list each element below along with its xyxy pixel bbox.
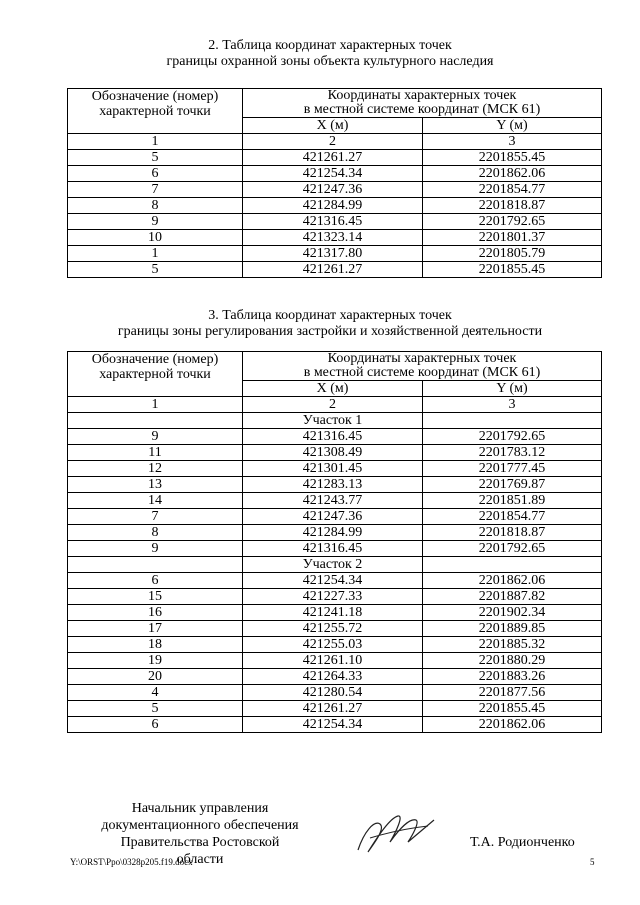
cell-x: 421227.33 [243,589,423,605]
cell-point: 20 [68,669,243,685]
x-header-cell: X (м) [243,118,423,134]
x-header-cell: X (м) [243,381,423,397]
table-row [68,262,602,278]
cell-point: 8 [68,198,243,214]
table-row [68,445,602,461]
cell-y: 2201855.45 [423,150,602,166]
table-row [68,429,602,445]
file-path: Y:\ORST\Ppo\0328p205.f19.docx [70,857,193,867]
cell-point: 16 [68,605,243,621]
table-row [68,669,602,685]
coords-header-cell [243,352,602,381]
cell-point: 6 [68,717,243,733]
cell-y: 2201885.32 [423,637,602,653]
point-header-line2: характерной точки [99,104,211,119]
table-row [68,461,602,477]
table2-title-line1: 2. Таблица координат характерных точек [208,38,452,53]
cell-point: 5 [68,701,243,717]
footer-line3: Правительства Ростовской области [120,835,280,867]
section-blank-cell [423,557,602,573]
cell-point: 9 [68,429,243,445]
cell-x: 421264.33 [243,669,423,685]
cell-y: 2201801.37 [423,230,602,246]
footer-line1: Начальник управления [131,801,269,816]
point-header-line1: Обозначение (номер) [91,89,219,104]
cell-point: 4 [68,685,243,701]
table-row [68,246,602,262]
table-row [68,214,602,230]
coords-header-line2: в местной системе координат (МСК 61) [303,102,541,117]
cell-point: 5 [68,150,243,166]
cell-x: 421255.03 [243,637,423,653]
table-row [68,637,602,653]
section-blank-cell [68,413,243,429]
cell-point: 9 [68,214,243,230]
cell-point: 11 [68,445,243,461]
cell-y: 2201777.45 [423,461,602,477]
table-row [68,493,602,509]
cell-point: 15 [68,589,243,605]
table-row [68,198,602,214]
cell-x: 421283.13 [243,477,423,493]
point-header-cell [68,352,243,397]
cell-x: 421316.45 [243,541,423,557]
table-row [68,589,602,605]
cell-point: 6 [68,166,243,182]
cell-y: 2201855.45 [423,701,602,717]
table-row [68,541,602,557]
footer-line2: документационного обеспечения [101,818,299,833]
cell-y: 2201783.12 [423,445,602,461]
cell-y: 2201851.89 [423,493,602,509]
cell-point: 1 [68,246,243,262]
table-row [68,573,602,589]
coords-header-line2: в местной системе координат (МСК 61) [303,365,541,380]
cell-y: 2201862.06 [423,573,602,589]
col-number-2: 2 [243,397,423,413]
table-row [68,525,602,541]
cell-x: 421261.27 [243,150,423,166]
table3-title-line1: 3. Таблица координат характерных точек [208,308,452,323]
coords-header-line1: Координаты характерных точек [327,88,517,103]
page-number: 5 [590,857,595,867]
cell-x: 421308.49 [243,445,423,461]
cell-y: 2201880.29 [423,653,602,669]
cell-point: 17 [68,621,243,637]
section-blank-cell [423,413,602,429]
cell-x: 421247.36 [243,182,423,198]
section-blank-cell [68,557,243,573]
section-row [68,413,602,429]
cell-point: 13 [68,477,243,493]
signer-name: Т.А. Родионченко [470,835,575,850]
col-number-1: 1 [68,134,243,150]
col-number-2: 2 [243,134,423,150]
cell-x: 421254.34 [243,573,423,589]
table3-title-line2: границы зоны регулирования застройки и хозяйственной деятельности [117,324,543,339]
table-row [68,509,602,525]
table-row [68,477,602,493]
table-row [68,685,602,701]
coords-header-line1: Координаты характерных точек [327,351,517,366]
table-row [68,150,602,166]
col-number-1: 1 [68,397,243,413]
cell-y: 2201818.87 [423,525,602,541]
cell-x: 421323.14 [243,230,423,246]
cell-x: 421301.45 [243,461,423,477]
cell-y: 2201855.45 [423,262,602,278]
table3 [67,351,602,733]
cell-x: 421284.99 [243,198,423,214]
cell-x: 421243.77 [243,493,423,509]
cell-x: 421280.54 [243,685,423,701]
point-header-line1: Обозначение (номер) [91,352,219,367]
cell-x: 421261.27 [243,262,423,278]
table2-title-line2: границы охранной зоны объекта культурного наследия [166,54,494,69]
cell-y: 2201862.06 [423,166,602,182]
cell-x: 421241.18 [243,605,423,621]
cell-point: 7 [68,182,243,198]
section-row [68,557,602,573]
cell-y: 2201854.77 [423,182,602,198]
signature-image [350,802,440,862]
table2-title [60,38,600,70]
y-header-cell: Y (м) [423,381,602,397]
cell-point: 5 [68,262,243,278]
table2-body [68,89,602,278]
cell-x: 421255.72 [243,621,423,637]
table-row [68,166,602,182]
cell-point: 10 [68,230,243,246]
section-label: Участок 2 [243,557,423,573]
cell-y: 2201902.34 [423,605,602,621]
table-row [68,621,602,637]
cell-x: 421316.45 [243,429,423,445]
cell-point: 18 [68,637,243,653]
cell-x: 421316.45 [243,214,423,230]
table3-title [60,308,600,340]
cell-x: 421254.34 [243,717,423,733]
cell-x: 421247.36 [243,509,423,525]
col-number-3: 3 [423,134,602,150]
cell-point: 6 [68,573,243,589]
cell-y: 2201769.87 [423,477,602,493]
table-row [68,653,602,669]
cell-x: 421284.99 [243,525,423,541]
cell-y: 2201805.79 [423,246,602,262]
cell-point: 12 [68,461,243,477]
cell-point: 8 [68,525,243,541]
cell-x: 421254.34 [243,166,423,182]
coords-header-cell [243,89,602,118]
cell-y: 2201792.65 [423,541,602,557]
cell-point: 7 [68,509,243,525]
cell-y: 2201854.77 [423,509,602,525]
cell-y: 2201877.56 [423,685,602,701]
cell-point: 9 [68,541,243,557]
cell-y: 2201883.26 [423,669,602,685]
cell-x: 421261.27 [243,701,423,717]
point-header-line2: характерной точки [99,367,211,382]
section-label: Участок 1 [243,413,423,429]
table-row [68,230,602,246]
table-row [68,182,602,198]
cell-point: 19 [68,653,243,669]
cell-y: 2201862.06 [423,717,602,733]
table2 [67,88,602,278]
y-header-cell: Y (м) [423,118,602,134]
table-row [68,701,602,717]
cell-y: 2201792.65 [423,214,602,230]
cell-x: 421317.80 [243,246,423,262]
col-number-3: 3 [423,397,602,413]
cell-y: 2201818.87 [423,198,602,214]
table-row [68,717,602,733]
cell-y: 2201792.65 [423,429,602,445]
table-row [68,605,602,621]
point-header-cell [68,89,243,134]
cell-point: 14 [68,493,243,509]
cell-x: 421261.10 [243,653,423,669]
cell-y: 2201887.82 [423,589,602,605]
cell-y: 2201889.85 [423,621,602,637]
table3-body [68,352,602,733]
